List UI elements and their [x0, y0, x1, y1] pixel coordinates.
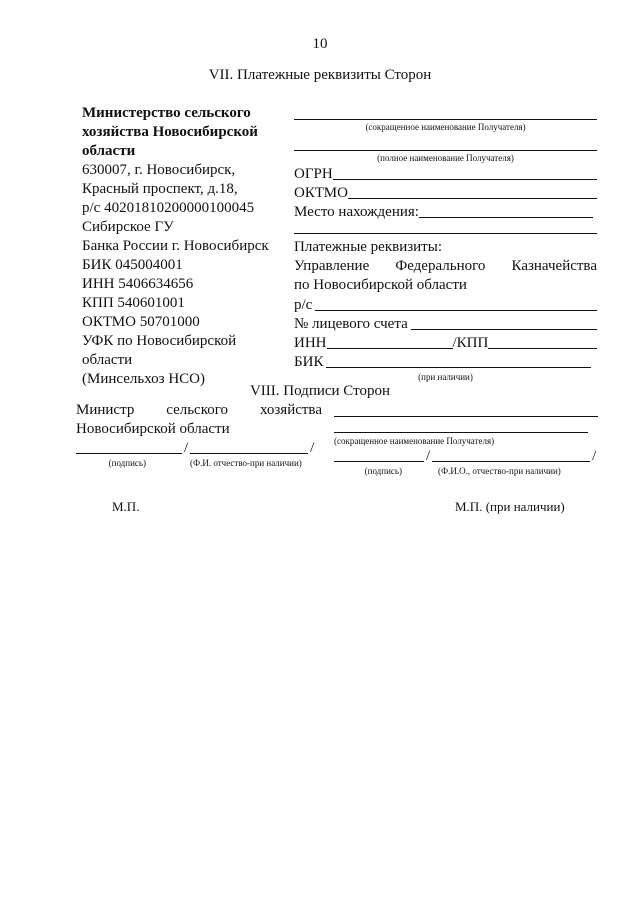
bik-field[interactable]: [326, 353, 591, 368]
ministry-signature-line: [76, 439, 322, 457]
ministry-kpp: КПП 540601001: [82, 295, 185, 311]
signature-caption: (подпись): [364, 466, 402, 476]
minister-title-line: [76, 401, 322, 420]
ministry-account: р/с 40201810200000100045: [82, 200, 255, 216]
recipient-short-name-field[interactable]: [294, 104, 597, 120]
name-caption: (Ф.И.О., отчество-при наличии): [438, 466, 561, 476]
recipient-stamp-place: М.П. (при наличии): [455, 499, 565, 514]
treasury-line: [294, 257, 597, 276]
ministry-address-line: Красный проспект, д.18,: [82, 181, 238, 197]
signatures-section-title: VIII. Подписи Сторон: [249, 383, 391, 399]
personal-account-row: [294, 314, 597, 333]
location-label: Место нахождения:: [294, 204, 419, 220]
account-row: [294, 295, 597, 314]
treasury-line-2: по Новосибирской области: [294, 277, 467, 293]
minister-title-word: хозяйства: [259, 402, 322, 418]
recipient-full-name-caption: (полное наименование Получателя): [377, 153, 514, 163]
payment-details-label: Платежные реквизиты:: [294, 239, 442, 255]
ministry-ufk-line: области: [82, 352, 133, 368]
page-number: 10: [312, 36, 328, 52]
inn-label: ИНН: [294, 335, 327, 351]
location-row: [294, 202, 597, 221]
oktmo-label: ОКТМО: [294, 185, 348, 201]
personal-account-field[interactable]: [411, 315, 597, 330]
ministry-inn: ИНН 5406634656: [82, 276, 194, 292]
treasury-word: Управление: [294, 258, 370, 274]
recipient-name-field[interactable]: [432, 448, 590, 462]
recipient-details: [294, 104, 597, 383]
kpp-label: /КПП: [452, 335, 489, 351]
ogrn-label: ОГРН: [294, 166, 333, 182]
ministry-oktmo: ОКТМО 50701000: [82, 314, 200, 330]
signature-caption: (подпись): [108, 458, 146, 468]
slash: /: [184, 440, 189, 456]
ministry-signature-field[interactable]: [76, 440, 182, 454]
recipient-signature-name-field[interactable]: [334, 401, 598, 417]
recipient-short-name-caption: (сокращенное наименование Получателя): [365, 122, 526, 132]
ministry-name-field[interactable]: [190, 440, 308, 454]
slash: /: [426, 448, 431, 464]
ministry-bank-line: Сибирское ГУ: [82, 219, 174, 235]
ministry-name-line: области: [82, 143, 136, 159]
ministry-stamp-place: М.П.: [112, 499, 140, 514]
minister-title-line-2: Новосибирской области: [76, 421, 230, 437]
ministry-signature-block: [76, 401, 322, 469]
minister-title-word: сельского: [166, 402, 229, 418]
location-field[interactable]: [419, 203, 593, 218]
recipient-signature-field[interactable]: [334, 448, 424, 462]
ministry-details: [82, 104, 287, 389]
treasury-word: Федерального: [395, 258, 486, 274]
ogrn-row: [294, 164, 597, 183]
recipient-signature-name-field-2[interactable]: [334, 417, 588, 433]
inn-field[interactable]: [327, 334, 453, 349]
ministry-bik: БИК 045004001: [82, 257, 183, 273]
recipient-short-name-caption: (сокращенное наименование Получателя): [334, 436, 495, 446]
kpp-field[interactable]: [488, 334, 597, 349]
recipient-signature-line: [334, 447, 598, 465]
bik-if-any-caption: (при наличии): [418, 372, 473, 382]
ogrn-field[interactable]: [333, 165, 597, 180]
account-field[interactable]: [315, 296, 597, 311]
ministry-signature-captions: [76, 458, 322, 469]
ministry-ufk-line: УФК по Новосибирской: [82, 333, 237, 349]
bik-row: [294, 352, 597, 371]
recipient-signature-captions: [334, 466, 598, 477]
recipient-full-name-field[interactable]: [294, 135, 597, 151]
recipient-signature-block: [334, 401, 598, 477]
name-caption: (Ф.И. отчество-при наличии): [190, 458, 302, 468]
personal-account-label: № лицевого счета: [294, 316, 408, 332]
bik-label: БИК: [294, 354, 324, 370]
slash: /: [592, 448, 597, 464]
ministry-name-line: хозяйства Новосибирской: [82, 124, 258, 140]
ministry-name-line: Министерство сельского: [82, 105, 251, 121]
payment-details-section-title: VII. Платежные реквизиты Сторон: [208, 67, 432, 83]
oktmo-field[interactable]: [348, 184, 597, 199]
oktmo-row: [294, 183, 597, 202]
ministry-ufk-line: (Минсельхоз НСО): [82, 371, 205, 387]
treasury-word: Казначейства: [511, 258, 597, 274]
ministry-bank-line: Банка России г. Новосибирск: [82, 238, 269, 254]
location-extra-field[interactable]: [294, 221, 597, 234]
minister-title-word: Министр: [76, 402, 135, 418]
slash: /: [310, 440, 315, 456]
inn-kpp-row: [294, 333, 597, 352]
ministry-address-line: 630007, г. Новосибирск,: [82, 162, 236, 178]
account-label: р/с: [294, 297, 313, 313]
